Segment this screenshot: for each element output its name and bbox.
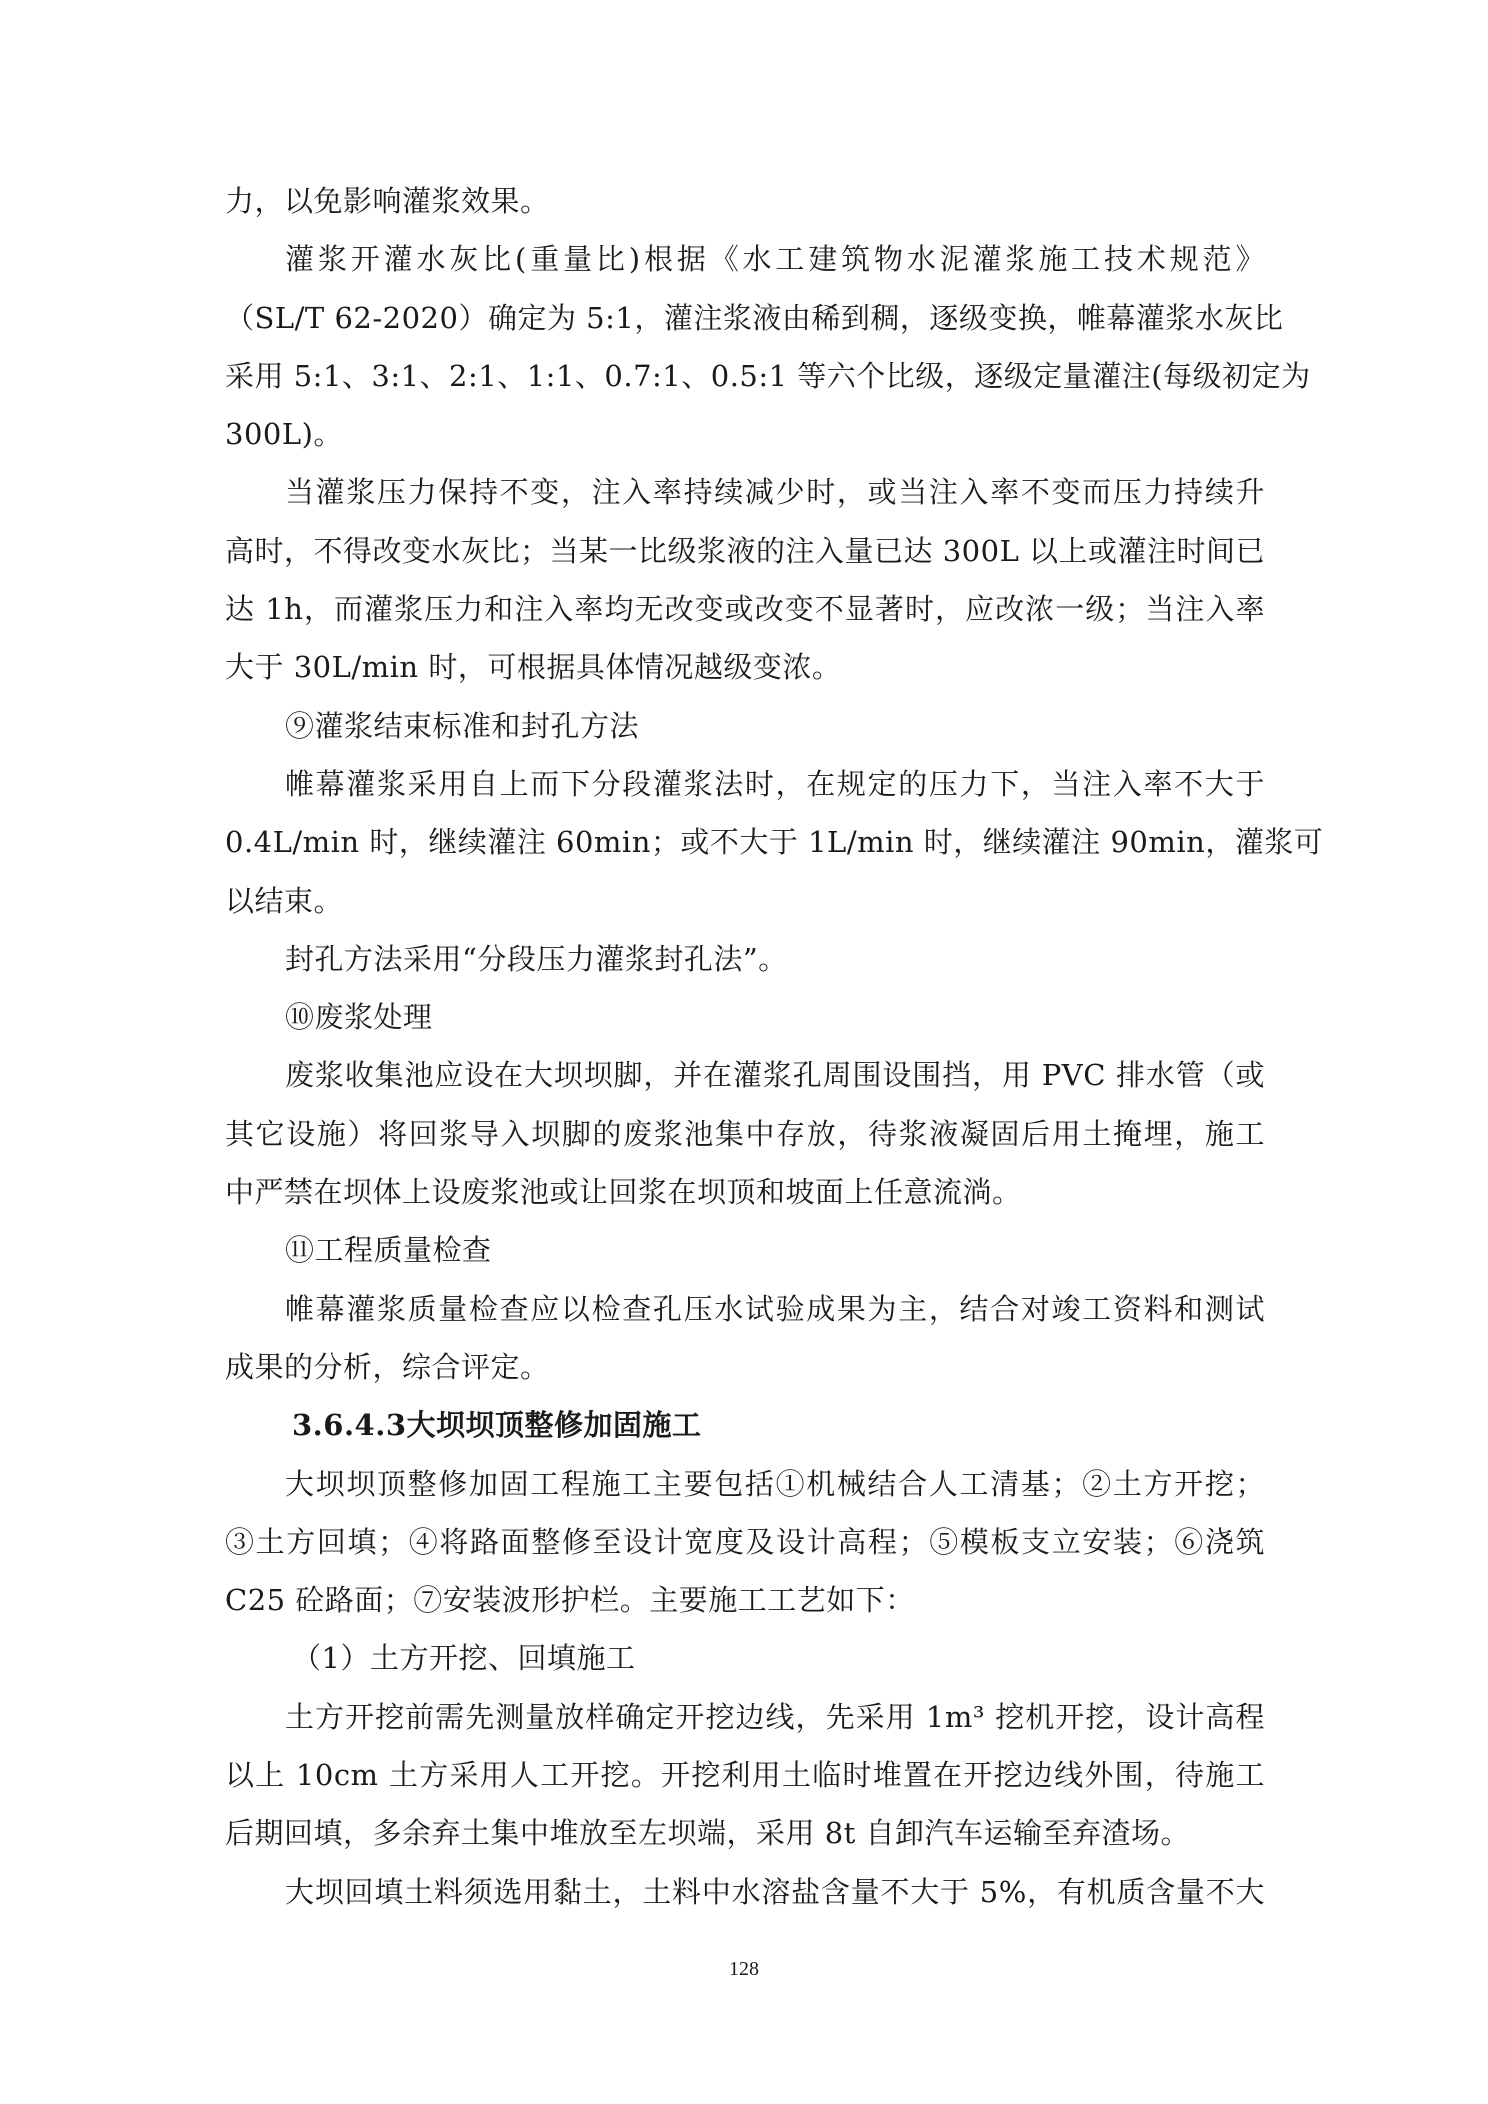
text-line: 高时，不得改变水灰比；当某一比级浆液的注入量已达 300L 以上或灌注时间已 (225, 533, 1266, 568)
body-text (225, 172, 1324, 1921)
text-line: 土方开挖前需先测量放样确定开挖边线，先采用 1m³ 挖机开挖，设计高程 (285, 1699, 1265, 1734)
text-line: 其它设施）将回浆导入坝脚的废浆池集中存放，待浆液凝固后用土掩埋，施工 (225, 1116, 1265, 1151)
text-line: 采用 5:1、3:1、2:1、1:1、0.7:1、0.5:1 等六个比级，逐级定量灌注(每级初定为 (225, 358, 1311, 393)
text-line: 以结束。 (225, 883, 344, 918)
text-line: 后期回填，多余弃土集中堆放至左坝端，采用 8t 自卸汽车运输至弃渣场。 (225, 1816, 1191, 1851)
page-number: 128 (729, 1958, 759, 1980)
text-line: 废浆收集池应设在大坝坝脚，并在灌浆孔周围设围挡，用 PVC 排水管（或 (285, 1058, 1265, 1093)
subsection-heading: （1）土方开挖、回填施工 (292, 1641, 636, 1676)
text-line: 以上 10cm 土方采用人工开挖。开挖利用土临时堆置在开挖边线外围，待施工 (225, 1758, 1265, 1793)
text-line: 灌浆开灌水灰比(重量比)根据《水工建筑物水泥灌浆施工技术规范》 (285, 242, 1265, 277)
text-line: 帷幕灌浆采用自上而下分段灌浆法时，在规定的压力下，当注入率不大于 (285, 766, 1265, 801)
text-line: ⑨灌浆结束标准和封孔方法 (285, 708, 640, 743)
text-line: ⑩废浆处理 (285, 1000, 433, 1035)
text-line: 帷幕灌浆质量检查应以检查孔压水试验成果为主，结合对竣工资料和测试 (285, 1291, 1265, 1326)
text-line: 大坝坝顶整修加固工程施工主要包括①机械结合人工清基；②土方开挖； (285, 1466, 1265, 1501)
text-line: 力，以免影响灌浆效果。 (225, 184, 550, 218)
text-line: 中严禁在坝体上设废浆池或让回浆在坝顶和坡面上任意流淌。 (225, 1175, 1022, 1210)
text-line: 封孔方法采用“分段压力灌浆封孔法”。 (285, 941, 788, 976)
text-line: 成果的分析，综合评定。 (225, 1349, 550, 1384)
text-line: 大坝回填土料须选用黏土，土料中水溶盐含量不大于 5%，有机质含量不大 (285, 1874, 1265, 1909)
section-heading: 3.6.4.3大坝坝顶整修加固施工 (292, 1408, 702, 1443)
text-line: ⑪工程质量检查 (285, 1233, 492, 1268)
text-line: ③土方回填；④将路面整修至设计宽度及设计高程；⑤模板支立安装；⑥浇筑 (225, 1524, 1265, 1559)
text-line: 300L)。 (225, 417, 343, 452)
text-line: 大于 30L/min 时，可根据具体情况越级变浓。 (225, 650, 842, 685)
text-line: （SL/T 62-2020）确定为 5:1，灌注浆液由稀到稠，逐级变换，帷幕灌浆水灰比 (225, 300, 1284, 335)
text-line: 当灌浆压力保持不变，注入率持续减少时，或当注入率不变而压力持续升 (285, 475, 1265, 510)
text-line: 0.4L/min 时，继续灌注 60min；或不大于 1L/min 时，继续灌注 90min，灌浆可 (225, 825, 1324, 860)
text-line: 达 1h，而灌浆压力和注入率均无改变或改变不显著时，应改浓一级；当注入率 (225, 592, 1265, 627)
text-line: C25 砼路面；⑦安装波形护栏。主要施工工艺如下： (225, 1583, 915, 1618)
